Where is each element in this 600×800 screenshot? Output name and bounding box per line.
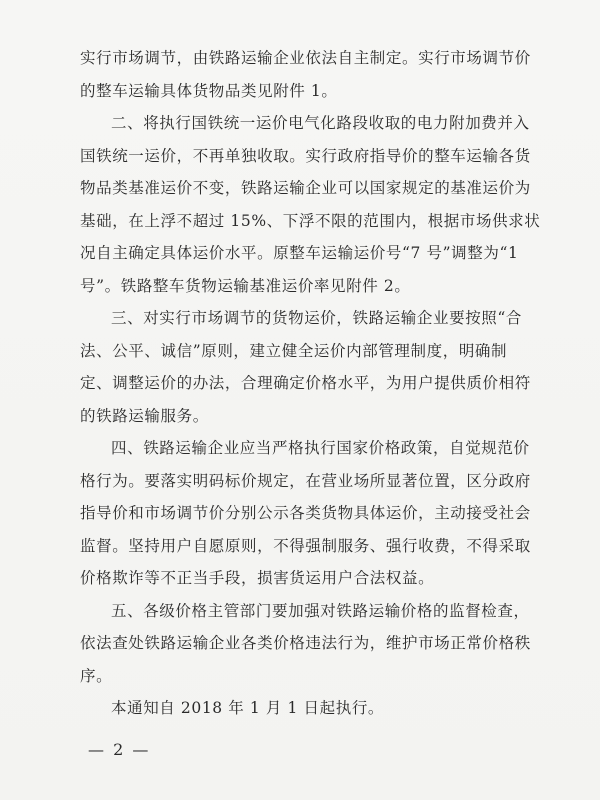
text-line: 四、铁路运输企业应当严格执行国家价格政策，自觉规范价 [111,439,530,457]
text-line: 法、公平、诚信”原则，建立健全运价内部管理制度，明确制 [80,341,508,360]
text-line: 本通知自 2018 年 1 月 1 日起执行。 [111,699,385,717]
text-line: 基础，在上浮不超过 15%、下浮不限的范围内，根据市场供求状 [80,211,541,230]
text-line: 况自主确定具体运价水平。原整车运输运价号“7 号”调整为“1 [80,244,519,262]
document-body [80,42,555,725]
text-line: 物品类基准运价不变，铁路运输企业可以国家规定的基准运价为 [80,179,531,197]
text-line: 五、各级价格主管部门要加强对铁路运输价格的监督检查， [111,601,530,620]
text-line: 实行市场调节，由铁路运输企业依法自主制定。实行市场调节价 [80,49,531,67]
text-line: 三、对实行市场调节的货物运价，铁路运输企业要按照“合 [111,309,523,327]
paragraph-item-3 [80,302,555,432]
text-line: 国铁统一运价，不再单独收取。实行政府指导价的整车运输各货 [80,146,531,165]
paragraph-effective-date [80,692,555,725]
paragraph-continuation [80,42,555,107]
text-line: 的整车运输具体货物品类见附件 1。 [80,81,338,100]
text-line: 定、调整运价的办法，合理确定价格水平，为用户提供质价相符 [80,374,531,392]
text-line: 二、将执行国铁统一运价电气化路段收取的电力附加费并入 [111,114,530,132]
text-line: 格行为。要落实明码标价规定，在营业场所显著位置，区分政府 [80,471,531,490]
text-line: 依法查处铁路运输企业各类价格违法行为，维护市场正常价格秩 [80,634,531,652]
text-line: 监督。坚持用户自愿原则，不得强制服务、强行收费，不得采取 [80,536,531,555]
text-line: 号”。铁路整车货物运输基准运价率见附件 2。 [80,276,411,295]
paragraph-item-2 [80,107,555,302]
text-line: 指导价和市场调节价分别公示各类货物具体运价，主动接受社会 [80,504,531,522]
page-number: — 2 — [88,740,151,759]
paragraph-item-4 [80,432,555,595]
paragraph-item-5 [80,595,555,693]
text-line: 价格欺诈等不正当手段，损害货运用户合法权益。 [80,569,435,587]
text-line: 序。 [80,666,113,685]
text-line: 的铁路运输服务。 [80,406,209,425]
